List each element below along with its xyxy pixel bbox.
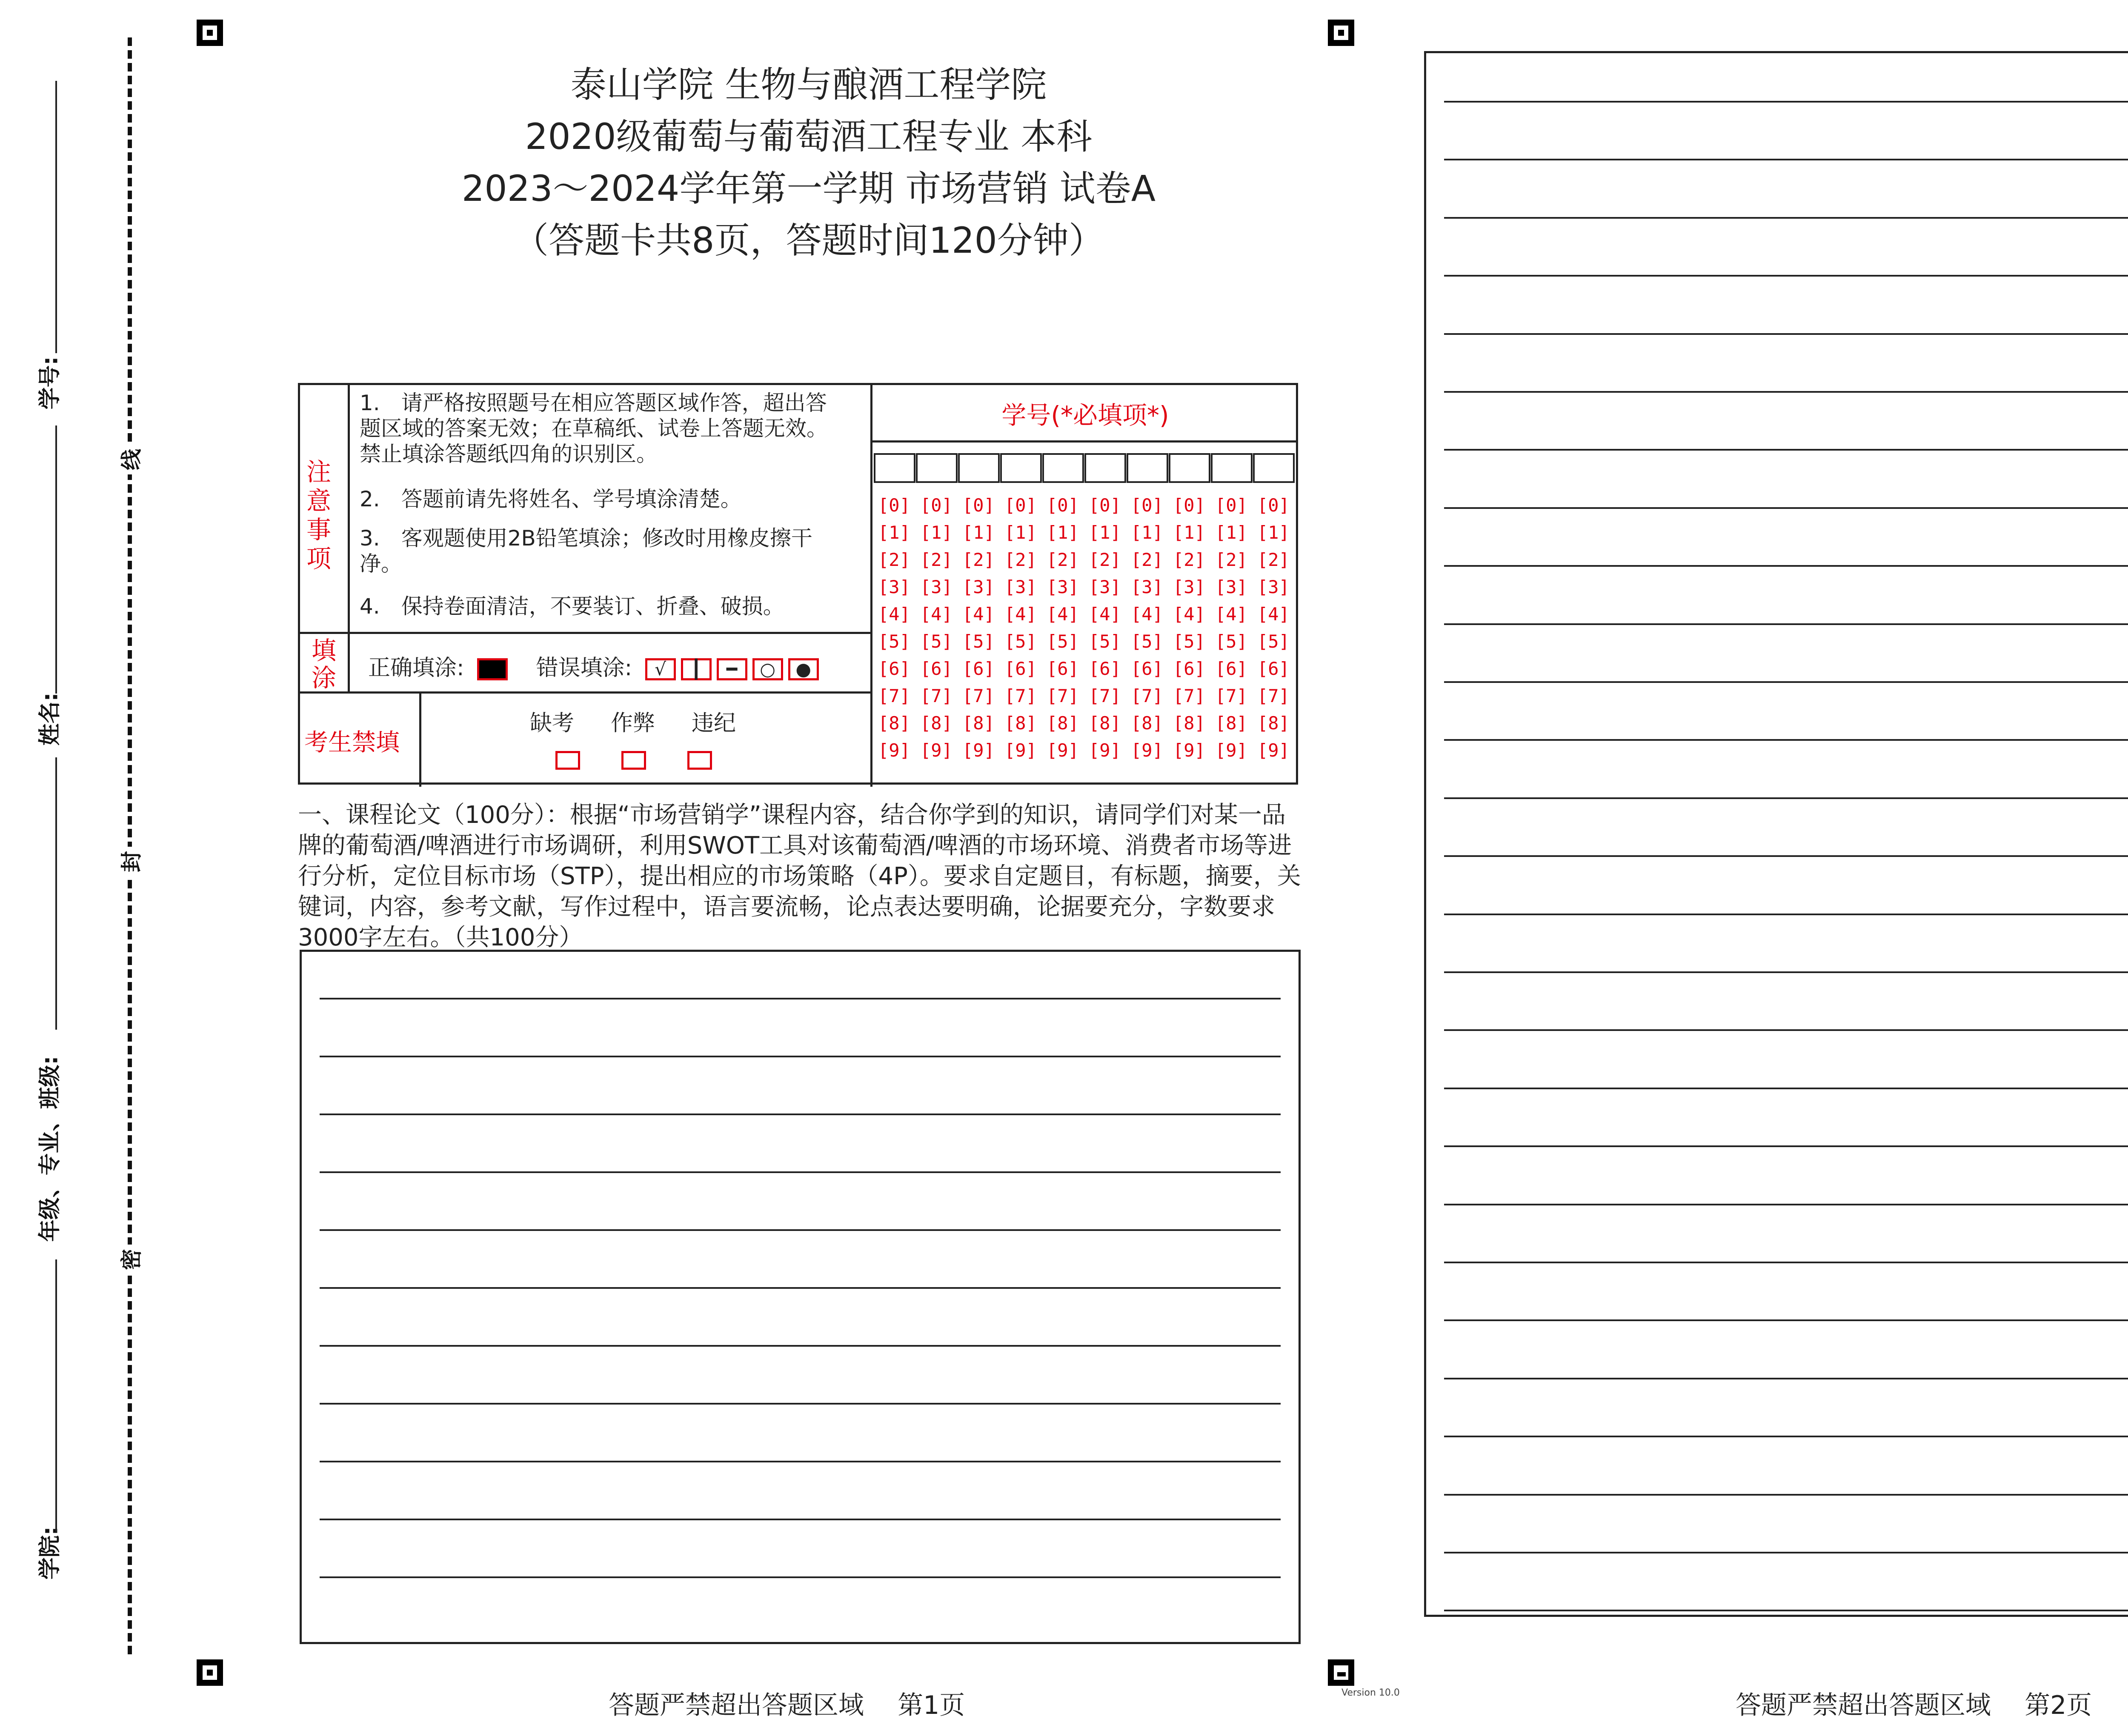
reserved-violation-label: 违纪 (692, 711, 736, 736)
wrong-fill-label: 错误填涂: (536, 655, 632, 681)
student-number-cell[interactable] (958, 453, 1000, 483)
student-number-digit-bubble[interactable]: [9] (1257, 740, 1290, 761)
answer-rule-line (1444, 623, 2128, 625)
student-number-digit-bubble[interactable]: [5] (1215, 631, 1247, 652)
student-number-cell[interactable] (874, 453, 915, 483)
answer-rule-line (320, 1229, 1281, 1231)
answer-rule-line (320, 1171, 1281, 1173)
class-label: 年级、专业、班级: (37, 1056, 63, 1242)
answer-rule-line (1444, 159, 2128, 160)
answer-rule-line (1444, 1436, 2128, 1437)
student-number-digit-bubble[interactable]: [3] (1047, 577, 1079, 597)
answer-rule-line (320, 1287, 1281, 1289)
student-number-digit-bubble[interactable]: [0] (878, 495, 910, 516)
student-number-digit-bubble[interactable]: [2] (1004, 549, 1037, 570)
student-number-digit-bubble[interactable]: [1] (1131, 522, 1163, 543)
wrong-fill-circle: ○ (752, 658, 783, 680)
student-number-digit-bubble[interactable]: [7] (920, 685, 952, 706)
student-number-digit-bubble[interactable]: [0] (1089, 495, 1121, 516)
student-number-digit-bubble[interactable]: [9] (1089, 740, 1121, 761)
student-number-cell[interactable] (1127, 453, 1168, 483)
fill-title: 填涂 (311, 636, 336, 692)
student-number-title: 学号(*必填项*) (1001, 401, 1169, 430)
student-number-digit-bubble[interactable]: [9] (1047, 740, 1079, 761)
answer-rule-line (1444, 1494, 2128, 1496)
student-number-digit-bubble[interactable]: [4] (1173, 604, 1205, 625)
student-number-digit-bubble[interactable]: [3] (962, 577, 995, 597)
notice-box (298, 383, 1298, 785)
student-number-digit-bubble[interactable]: [7] (1257, 685, 1290, 706)
name-line[interactable] (55, 425, 57, 694)
student-number-digit-bubble[interactable]: [7] (878, 685, 910, 706)
binding-dashed-line (128, 37, 132, 1654)
student-number-digit-bubble[interactable]: [7] (1047, 685, 1079, 706)
correct-fill-label: 正确填涂: (368, 655, 464, 681)
student-number-digit-bubble[interactable]: [3] (1257, 577, 1290, 597)
answer-rule-line (320, 1461, 1281, 1462)
answer-rule-line (320, 1056, 1281, 1057)
student-number-digit-bubble[interactable]: [8] (1004, 713, 1037, 734)
answer-rule-line (1444, 275, 2128, 277)
corner-marker-top-center (1328, 20, 1354, 46)
student-number-digit-bubble[interactable]: [1] (920, 522, 952, 543)
student-number-digit-bubble[interactable]: [9] (1131, 740, 1163, 761)
answer-area-page-1[interactable] (300, 950, 1301, 1644)
student-number-digit-bubble[interactable]: [9] (920, 740, 952, 761)
student-number-cell[interactable] (1253, 453, 1295, 483)
student-number-digit-bubble[interactable]: [2] (1047, 549, 1079, 570)
student-number-digit-bubble[interactable]: [6] (1004, 658, 1037, 679)
student-number-digit-bubble[interactable]: [2] (1173, 549, 1205, 570)
notice-item-3: 3. 客观题使用2B铅笔填涂；修改时用橡皮擦干净。 (360, 526, 812, 576)
student-number-digit-bubble[interactable]: [7] (1131, 685, 1163, 706)
correct-fill-example (477, 658, 508, 680)
student-number-digit-bubble[interactable]: [8] (1257, 713, 1290, 734)
answer-rule-line (1444, 855, 2128, 857)
student-number-digit-bubble[interactable]: [3] (1131, 577, 1163, 597)
student-number-digit-bubble[interactable]: [4] (962, 604, 995, 625)
student-number-digit-bubble[interactable]: [5] (1131, 631, 1163, 652)
cut-word-line: 线 (112, 445, 148, 474)
reserved-violation-box[interactable] (687, 751, 712, 770)
student-number-digit-bubble[interactable]: [6] (1047, 658, 1079, 679)
reserved-absent-box[interactable] (555, 751, 580, 770)
student-number-digit-bubble[interactable]: [6] (962, 658, 995, 679)
student-number-cell[interactable] (1211, 453, 1253, 483)
student-number-digit-bubble[interactable]: [0] (1173, 495, 1205, 516)
class-line[interactable] (55, 1259, 57, 1489)
student-number-digit-bubble[interactable]: [4] (920, 604, 952, 625)
answer-rule-line (320, 1403, 1281, 1405)
corner-marker-bottom-center (1328, 1659, 1354, 1686)
student-number-digit-bubble[interactable]: [7] (1004, 685, 1037, 706)
student-number-digit-bubble[interactable]: [5] (1047, 631, 1079, 652)
question-1-text: 一、课程论文（100分）：根据“市场营销学”课程内容，结合你学到的知识，请同学们对某一品牌的葡萄酒/啤酒进行市场调研，利用SWOT工具对该葡萄酒/啤酒的市场环境、消费者市场等进行分析，定位目标市场（STP），提出相应的市场策略（4P）。要求自定题目，有标题，摘要，关键词，内容，参考文献，写作过程中，语言要流畅，论点表达要明确，论据要充分，字数要求3000字左右。（共100分） (298, 801, 1301, 951)
answer-rule-line (1444, 1610, 2128, 1611)
student-number-digit-bubble[interactable]: [5] (962, 631, 995, 652)
college-line[interactable] (55, 1459, 57, 1532)
student-number-digit-bubble[interactable]: [0] (1257, 495, 1290, 516)
answer-rule-line (1444, 971, 2128, 973)
answer-rule-line (1444, 1378, 2128, 1379)
student-number-digit-bubble[interactable]: [0] (920, 495, 952, 516)
student-number-digit-bubble[interactable]: [4] (1089, 604, 1121, 625)
corner-marker-bottom-left (197, 1659, 223, 1686)
student-number-digit-bubble[interactable]: [1] (1257, 522, 1290, 543)
student-number-digit-bubble[interactable]: [6] (1131, 658, 1163, 679)
answer-rule-line (320, 998, 1281, 999)
student-number-digit-bubble[interactable]: [0] (1215, 495, 1247, 516)
cut-word-seal: 封 (112, 847, 148, 877)
student-number-digit-bubble[interactable]: [9] (962, 740, 995, 761)
student-number-digit-bubble[interactable]: [9] (1215, 740, 1247, 761)
student-number-digit-bubble[interactable]: [0] (1004, 495, 1037, 516)
student-number-digit-bubble[interactable]: [3] (1089, 577, 1121, 597)
student-id-line[interactable] (55, 81, 57, 353)
student-number-cell[interactable] (1042, 453, 1084, 483)
student-number-digit-bubble[interactable]: [1] (1089, 522, 1121, 543)
answer-rule-line (1444, 1029, 2128, 1031)
student-number-digit-bubble[interactable]: [1] (1215, 522, 1247, 543)
student-number-digit-bubble[interactable]: [3] (1004, 577, 1037, 597)
student-number-digit-bubble[interactable]: [6] (1089, 658, 1121, 679)
reserved-absent-label: 缺考 (530, 711, 575, 736)
student-number-digit-bubble[interactable]: [3] (878, 577, 910, 597)
answer-rule-line (1444, 507, 2128, 509)
student-number-digit-bubble[interactable]: [5] (1173, 631, 1205, 652)
student-number-digit-bubble[interactable]: [4] (1215, 604, 1247, 625)
student-number-digit-bubble[interactable]: [5] (878, 631, 910, 652)
answer-rule-line (1444, 1262, 2128, 1263)
student-id-label: 学号: (37, 356, 63, 410)
student-number-digit-bubble[interactable]: [1] (962, 522, 995, 543)
student-number-digit-bubble[interactable]: [4] (878, 604, 910, 625)
student-number-digit-bubble[interactable]: [2] (962, 549, 995, 570)
student-number-digit-bubble[interactable]: [2] (1257, 549, 1290, 570)
student-number-digit-bubble[interactable]: [9] (1173, 740, 1205, 761)
cut-word-secret: 密 (112, 1245, 148, 1274)
reserved-cheat-box[interactable] (621, 751, 646, 770)
student-number-digit-bubble[interactable]: [7] (962, 685, 995, 706)
student-number-digit-bubble[interactable]: [7] (1089, 685, 1121, 706)
name-label: 姓名: (37, 692, 63, 746)
student-number-digit-bubble[interactable]: [6] (920, 658, 952, 679)
student-number-digit-bubble[interactable]: [7] (1173, 685, 1205, 706)
student-number-digit-bubble[interactable]: [2] (1215, 549, 1247, 570)
student-number-digit-bubble[interactable]: [4] (1004, 604, 1037, 625)
student-number-digit-bubble[interactable]: [8] (920, 713, 952, 734)
wrong-fill-check: √ (645, 658, 676, 680)
student-number-digit-bubble[interactable]: [4] (1047, 604, 1079, 625)
answer-rule-line (1444, 101, 2128, 103)
header-line-3: 2023～2024学年第一学期 市场营销 试卷A (461, 168, 1156, 209)
answer-area-page-2[interactable] (1424, 51, 2128, 1617)
student-number-digit-bubble[interactable]: [9] (878, 740, 910, 761)
reserved-cheat-label: 作弊 (611, 711, 655, 736)
notice-item-2: 2. 答题前请先将姓名、学号填涂清楚。 (360, 487, 742, 511)
reserved-title: 考生禁填 (304, 729, 400, 757)
student-number-digit-bubble[interactable]: [9] (1004, 740, 1037, 761)
student-number-digit-bubble[interactable]: [3] (920, 577, 952, 597)
answer-rule-line (320, 1519, 1281, 1520)
student-number-cell[interactable] (1084, 453, 1126, 483)
answer-rule-line (1444, 1319, 2128, 1321)
class-line-upper[interactable] (55, 757, 57, 1030)
version-label: Version 10.0 (1341, 1687, 1400, 1698)
student-number-cell[interactable] (1169, 453, 1210, 483)
student-number-digit-bubble[interactable]: [2] (878, 549, 910, 570)
answer-rule-line (320, 1114, 1281, 1115)
student-number-digit-bubble[interactable]: [8] (1047, 713, 1079, 734)
student-number-digit-bubble[interactable]: [5] (1257, 631, 1290, 652)
student-number-digit-bubble[interactable]: [3] (1215, 577, 1247, 597)
wrong-fill-horizontal: ━ (717, 658, 747, 680)
student-number-digit-bubble[interactable]: [2] (1131, 549, 1163, 570)
answer-rule-line (320, 1345, 1281, 1347)
student-number-digit-bubble[interactable]: [8] (1089, 713, 1121, 734)
answer-rule-line (1444, 914, 2128, 915)
student-number-cell[interactable] (1000, 453, 1042, 483)
student-number-digit-bubble[interactable]: [5] (1004, 631, 1037, 652)
student-number-digit-bubble[interactable]: [7] (1215, 685, 1247, 706)
answer-rule-line (320, 1576, 1281, 1578)
answer-rule-line (1444, 1145, 2128, 1147)
student-number-digit-bubble[interactable]: [2] (920, 549, 952, 570)
student-number-digit-bubble[interactable]: [1] (1047, 522, 1079, 543)
student-number-digit-bubble[interactable]: [4] (1257, 604, 1290, 625)
student-number-digit-bubble[interactable]: [5] (1089, 631, 1121, 652)
answer-rule-line (1444, 391, 2128, 393)
notice-item-1: 1. 请严格按照题号在相应答题区域作答，超出答题区域的答案无效；在草稿纸、试卷上答题无效。禁止填涂答题纸四角的识别区。 (360, 391, 828, 466)
notice-item-4: 4. 保持卷面清洁，不要装订、折叠、破损。 (360, 594, 784, 619)
student-number-digit-bubble[interactable]: [6] (1215, 658, 1247, 679)
student-number-digit-bubble[interactable]: [1] (1173, 522, 1205, 543)
student-number-digit-bubble[interactable]: [1] (878, 522, 910, 543)
college-label: 学院: (37, 1526, 63, 1580)
footer-page-2: 答题严禁超出答题区域 第2页 (1736, 1690, 2092, 1720)
student-number-digit-bubble[interactable]: [1] (1004, 522, 1037, 543)
student-number-digit-bubble[interactable]: [6] (1173, 658, 1205, 679)
student-number-digit-bubble[interactable]: [0] (1047, 495, 1079, 516)
answer-rule-line (1444, 739, 2128, 741)
answer-rule-line (1444, 565, 2128, 567)
student-number-digit-bubble[interactable]: [0] (962, 495, 995, 516)
fill-example-row (368, 650, 824, 682)
corner-marker-top-left (197, 20, 223, 46)
student-number-digit-bubble[interactable]: [5] (920, 631, 952, 652)
student-number-digit-bubble[interactable]: [8] (1215, 713, 1247, 734)
header-line-1: 泰山学院 生物与酿酒工程学院 (570, 64, 1047, 106)
answer-rule-line (1444, 449, 2128, 451)
wrong-fill-dot: ● (788, 658, 819, 680)
answer-rule-line (1444, 1088, 2128, 1089)
student-number-digit-bubble[interactable]: [8] (878, 713, 910, 734)
answer-rule-line (1444, 681, 2128, 683)
answer-rule-line (1444, 1552, 2128, 1553)
student-number-cell[interactable] (916, 453, 958, 483)
header-line-4: （答题卡共8页，答题时间120分钟） (513, 220, 1104, 261)
answer-rule-line (1444, 217, 2128, 219)
footer-page-1: 答题严禁超出答题区域 第1页 (609, 1690, 965, 1720)
wrong-fill-vertical: ┃ (681, 658, 712, 680)
student-number-digit-bubble[interactable]: [4] (1131, 604, 1163, 625)
student-number-digit-bubble[interactable]: [0] (1131, 495, 1163, 516)
answer-rule-line (1444, 797, 2128, 799)
header-line-2: 2020级葡萄与葡萄酒工程专业 本科 (525, 116, 1093, 157)
student-number-digit-bubble[interactable]: [8] (962, 713, 995, 734)
notice-title: 注意事项 (306, 457, 331, 573)
answer-rule-line (1444, 333, 2128, 335)
student-number-digit-bubble[interactable]: [6] (878, 658, 910, 679)
student-number-digit-bubble[interactable]: [2] (1089, 549, 1121, 570)
answer-rule-line (1444, 1204, 2128, 1205)
student-number-digit-bubble[interactable]: [8] (1131, 713, 1163, 734)
student-number-digit-bubble[interactable]: [6] (1257, 658, 1290, 679)
student-number-digit-bubble[interactable]: [8] (1173, 713, 1205, 734)
student-number-digit-bubble[interactable]: [3] (1173, 577, 1205, 597)
